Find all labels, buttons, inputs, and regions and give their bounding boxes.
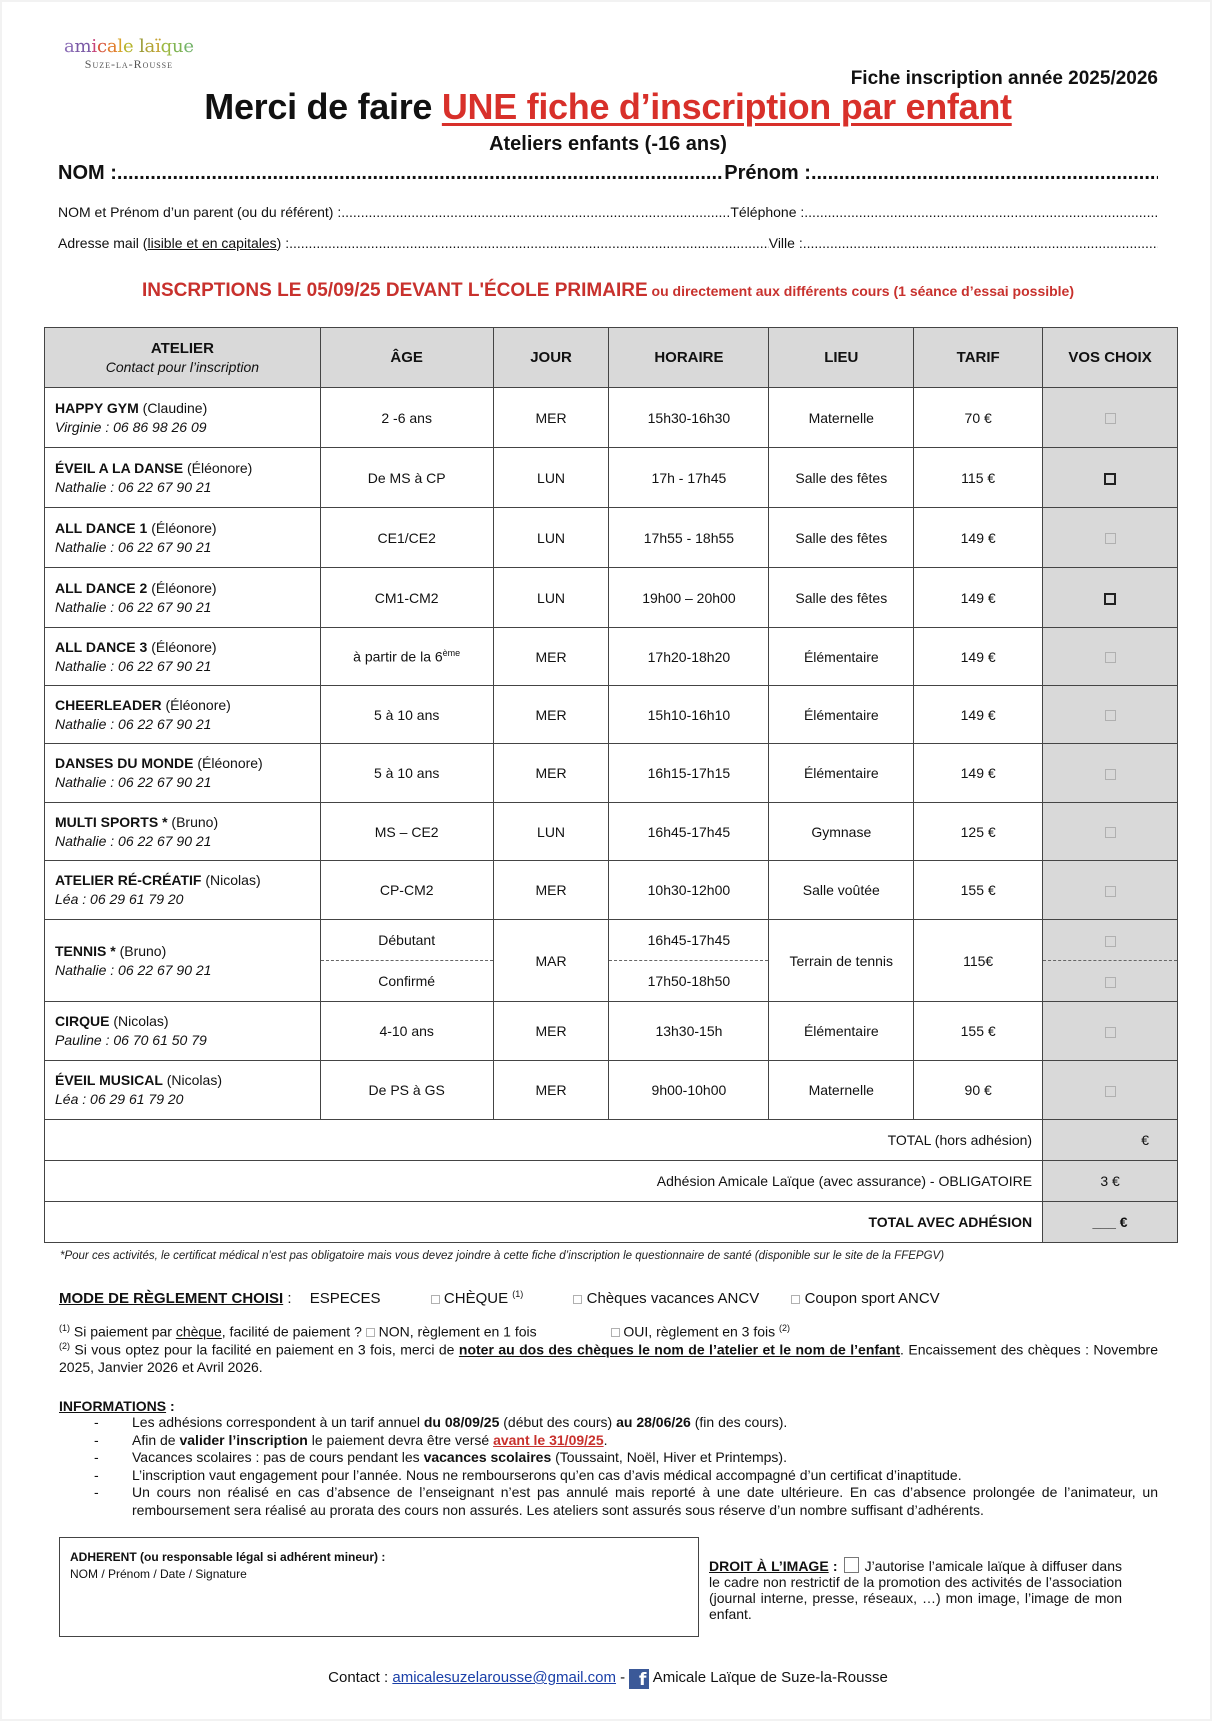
non-label: NON, règlement en 1 fois [378,1323,537,1340]
oui-checkbox[interactable] [611,1328,620,1337]
note1-underlined: chèque [175,1323,222,1340]
atelier-cell [45,803,321,861]
choice-cell [1043,803,1178,861]
atelier-teacher: (Éléonore) [161,696,231,713]
nom-field[interactable] [117,162,724,185]
info-text: (début des cours) [499,1414,617,1430]
page-title [2,86,1212,128]
table-row [45,508,1178,568]
jour-cell: MER [493,628,609,686]
tarif-cell: 149 € [914,568,1043,628]
logo-subtitle: Suze-la-Rousse [84,57,174,71]
child-name-row [58,162,1158,185]
total-label: TOTAL (hors adhésion) [45,1120,1043,1161]
horaire-cell: 16h45-17h45 [609,803,769,861]
age-cell: De PS à GS [320,1061,493,1120]
non-checkbox[interactable] [366,1328,375,1337]
logo-letter: ï [155,36,161,57]
email-label-prefix: Adresse mail ( [58,235,148,251]
table-row [45,803,1178,861]
grand-total-row [45,1202,1178,1243]
table-header-row [45,328,1178,388]
jour-cell: LUN [493,448,609,508]
choice-checkbox[interactable] [1105,710,1116,721]
atelier-cell [45,861,321,920]
signature-box-title: ADHERENT (ou responsable légal si adhérent mineur) : [70,1550,386,1564]
adhesion-value: 3 € [1043,1161,1178,1202]
atelier-cell [45,388,321,448]
adhesion-label: Adhésion Amicale Laïque (avec assurance) - OBLIGATOIRE [45,1161,1043,1202]
lieu-cell: Élémentaire [769,744,914,803]
atelier-name: ATELIER RÉ-CRÉATIF [55,872,202,888]
banner-main: INSCRPTIONS LE 05/09/25 DEVANT L'ÉCOLE PRIMAIRE [141,280,648,301]
association-logo [64,38,194,70]
lieu-cell: Salle des fêtes [769,568,914,628]
table-row [45,861,1178,920]
payment-option-coupon[interactable] [791,1290,939,1307]
cheque-label: CHÈQUE [443,1290,509,1307]
atelier-teacher: (Bruno) [115,942,167,959]
email-row [58,235,1158,251]
logo-letter: u [171,36,184,57]
title-prefix: Merci de faire [204,86,442,127]
header-jour: JOUR [493,328,609,388]
choice-checkbox[interactable] [1105,886,1116,897]
atelier-teacher: (Bruno) [167,813,219,830]
atelier-name: ÉVEIL MUSICAL [55,1072,163,1088]
info-item: - Un cours non réalisé en cas d’absence de l’enseignant n’est pas annulé mais reporté à une date ultérieure. En cas d’absence prolongée de l’animateur, un remboursement sera réalisé au prorata des cours non assurés. Les ateliers sont assurés sous réserve d’un nombre suffisant d’adhérents. [94,1484,1158,1519]
atelier-contact: Nathalie : 06 22 67 90 21 [55,478,212,495]
email-label-suffix: ) : [276,235,290,251]
grand-total-value[interactable]: ___ € [1043,1202,1178,1243]
image-rights-checkbox[interactable] [844,1557,859,1573]
logo-letter: a [144,36,156,57]
note2-ref: (2) [59,1341,70,1351]
choice-checkbox[interactable] [1105,769,1116,780]
table-row [45,1002,1178,1061]
ateliers-table [44,327,1178,1243]
horaire-cell: 17h - 17h45 [609,448,769,508]
tarif-cell: 155 € [914,1002,1043,1061]
email-field[interactable] [289,235,769,251]
atelier-contact: Nathalie : 06 22 67 90 21 [55,657,212,674]
choice-checkbox[interactable] [1104,593,1116,605]
atelier-name: HAPPY GYM [55,399,139,416]
contact-footer [2,1669,1212,1689]
payment-deadline: avant le 31/09/25 [493,1431,604,1448]
tarif-cell: 149 € [914,686,1043,744]
choice-checkbox[interactable] [1105,1086,1116,1097]
info-text: Vacances scolaires : pas de cours pendant les [132,1449,424,1465]
atelier-contact: Nathalie : 06 22 67 90 21 [55,832,212,849]
ancv-label: Chèques vacances ANCV [586,1290,760,1307]
table-row [45,388,1178,448]
header-atelier-sub: Contact pour l’inscription [105,359,260,375]
atelier-cell [45,508,321,568]
atelier-teacher: (Nicolas) [162,1072,222,1088]
tarif-cell: 149 € [914,628,1043,686]
prenom-label: Prénom : [724,162,811,184]
jour-cell: MER [493,1061,609,1120]
atelier-cell [45,1061,321,1120]
atelier-name: DANSES DU MONDE [55,755,194,771]
jour-cell: LUN [493,803,609,861]
lieu-cell: Gymnase [769,803,914,861]
atelier-name: CIRQUE [55,1013,110,1029]
choice-cell [1043,1061,1178,1120]
email-label-note: lisible et en capitales [147,235,277,251]
tarif-cell: 149 € [914,508,1043,568]
logo-letter: c [96,36,107,57]
atelier-teacher: (Éléonore) [147,638,217,655]
jour-cell: MAR [493,920,609,1002]
jour-cell: MER [493,388,609,448]
tarif-cell: 90 € [914,1061,1043,1120]
logo-letter: a [64,36,75,57]
medical-footnote: *Pour ces activités, le certificat médical n’est pas obligatoire mais vous devez joindre à cette fiche d’inscription le questionnaire de santé (disponible sur le site de la FFEPGV) [60,1250,945,1262]
ancv-checkbox[interactable] [573,1295,582,1304]
age-cell: MS – CE2 [320,803,493,861]
choice-checkbox[interactable] [1105,977,1116,988]
horaire-cell: 19h00 – 20h00 [609,568,769,628]
tarif-cell: 155 € [914,861,1043,920]
image-rights-section [709,1557,1122,1622]
atelier-name: MULTI SPORTS * [55,813,168,830]
logo-letter: e [122,36,134,57]
horaire-cell: 15h30-16h30 [609,388,769,448]
parent-row [58,204,1158,220]
atelier-contact: Nathalie : 06 22 67 90 21 [55,598,212,615]
image-rights-label: DROIT À L’IMAGE [709,1558,829,1574]
note1-text-b: , facilité de paiement ? [221,1323,366,1340]
payment-note-2 [59,1338,1158,1376]
total-row [45,1120,1178,1161]
atelier-cell [45,1002,321,1061]
lieu-cell: Maternelle [769,1061,914,1120]
header-atelier [45,328,321,388]
payment-option-cheque[interactable] [431,1289,524,1307]
info-text: le paiement devra être versé [307,1431,494,1448]
informations-list [94,1414,1158,1519]
choice-cell [1043,628,1178,686]
choice-cell [1043,686,1178,744]
age-cell: CE1/CE2 [320,508,493,568]
atelier-teacher: (Nicolas) [109,1013,169,1029]
horaire-cell: 16h15-17h15 [609,744,769,803]
informations-title [59,1398,175,1414]
header-tarif: TARIF [914,328,1043,388]
horaire-cell: 10h30-12h00 [609,861,769,920]
horaire-cell-confirme: 17h50-18h50 [609,961,769,1002]
table-row [45,568,1178,628]
age-cell: CP-CM2 [320,861,493,920]
table-row [45,686,1178,744]
prenom-field[interactable] [811,162,1158,185]
atelier-teacher: (Éléonore) [147,579,217,596]
logo-letter: l [138,36,145,57]
informations-title-text: INFORMATIONS [59,1398,167,1414]
parent-field[interactable] [341,204,730,220]
jour-cell: LUN [493,568,609,628]
horaire-cell: 17h20-18h20 [609,628,769,686]
choice-cell [1043,388,1178,448]
choice-checkbox[interactable] [1105,413,1116,424]
header-age: ÂGE [320,328,493,388]
atelier-contact: Nathalie : 06 22 67 90 21 [55,538,212,555]
lieu-cell: Salle des fêtes [769,448,914,508]
oui-ref: (2) [779,1323,791,1333]
jour-cell: MER [493,744,609,803]
table-row-tennis [45,920,1178,961]
ville-field[interactable] [803,235,1158,251]
grand-total-label: TOTAL AVEC ADHÉSION [45,1202,1043,1243]
info-text: (Toussaint, Noël, Hiver et Printemps). [551,1449,787,1465]
info-bold: du 08/09/25 [423,1414,500,1430]
atelier-teacher: (Nicolas) [201,872,261,888]
contact-label: Contact : [328,1669,393,1686]
atelier-contact: Nathalie : 06 22 67 90 21 [55,715,212,732]
atelier-name: ALL DANCE 3 [55,638,148,655]
info-text: . [603,1431,608,1448]
info-text: Les adhésions correspondent à un tarif annuel [132,1414,424,1430]
banner-secondary: ou directement aux différents cours (1 séance d’essai possible) [647,283,1075,299]
info-bold: au 28/06/26 [616,1414,691,1430]
horaire-cell: 15h10-16h10 [609,686,769,744]
adhesion-row [45,1161,1178,1202]
info-item [94,1432,1158,1450]
lieu-cell: Terrain de tennis [769,920,914,1002]
lieu-cell: Salle voûtée [769,861,914,920]
horaire-cell: 13h30-15h [609,1002,769,1061]
lieu-cell: Élémentaire [769,1002,914,1061]
logo-letter: l [117,36,123,57]
payment-mode-label: MODE DE RÈGLEMENT CHOISI [59,1290,284,1307]
table-row [45,1061,1178,1120]
atelier-name: CHEERLEADER [55,696,162,713]
lieu-cell: Maternelle [769,388,914,448]
jour-cell: MER [493,1002,609,1061]
signature-box-subtitle: NOM / Prénom / Date / Signature [70,1567,247,1581]
oui-label: OUI, règlement en 3 fois [623,1323,780,1340]
age-cell: 5 à 10 ans [320,686,493,744]
age-cell-debutant: Débutant [320,920,493,961]
lieu-cell: Élémentaire [769,686,914,744]
choice-checkbox[interactable] [1105,936,1116,947]
contact-email-link[interactable]: amicalesuzelarousse@gmail.com [392,1669,617,1686]
atelier-cell [45,744,321,803]
choice-checkbox[interactable] [1105,533,1116,544]
logo-main-text [64,38,194,56]
choice-cell-confirme [1043,961,1178,1002]
age-cell: 4-10 ans [320,1002,493,1061]
atelier-contact: Virginie : 06 86 98 26 09 [55,418,207,435]
horaire-cell: 17h55 - 18h55 [609,508,769,568]
info-item: - L’inscription vaut engagement pour l’année. Nous ne rembourserons qu’en cas d’avis médical accompagné d’un certificat d’inaptitude. [94,1467,1158,1485]
logo-letter: q [160,36,172,57]
choice-checkbox[interactable] [1105,652,1116,663]
choice-cell [1043,568,1178,628]
age-superscript: ème [442,648,461,659]
total-value[interactable]: € [1043,1120,1178,1161]
tarif-cell: 125 € [914,803,1043,861]
tarif-cell: 149 € [914,744,1043,803]
logo-letter: e [183,36,194,57]
atelier-contact: Nathalie : 06 22 67 90 21 [55,774,212,790]
coupon-checkbox[interactable] [791,1295,800,1304]
tarif-cell: 115 € [914,448,1043,508]
atelier-name: ALL DANCE 1 [55,519,148,536]
age-cell: 2 -6 ans [320,388,493,448]
table-row [45,628,1178,686]
logo-letter: m [74,36,92,57]
choice-cell [1043,1002,1178,1061]
atelier-cell [45,686,321,744]
choice-cell [1043,448,1178,508]
header-atelier-label: ATELIER [150,340,214,357]
info-text: Afin de [132,1431,180,1448]
atelier-name: ÉVEIL A LA DANSE [55,459,184,476]
note2-text-c: . Encaissement des chèques : Novembre 2025, Janvier 2026 et Avril 2026. [59,1341,1158,1375]
horaire-cell-debutant: 16h45-17h45 [609,920,769,961]
atelier-contact: Léa : 06 29 61 79 20 [55,891,184,907]
atelier-cell [45,568,321,628]
age-cell-confirme: Confirmé [320,961,493,1002]
age-cell: De MS à CP [320,448,493,508]
choice-cell-debutant [1043,920,1178,961]
atelier-teacher: (Éléonore) [193,755,263,771]
cheque-checkbox[interactable] [431,1295,440,1304]
jour-cell: MER [493,686,609,744]
informations-colon: : [166,1398,175,1414]
logo-letter: i [91,36,97,57]
choice-checkbox[interactable] [1104,473,1116,485]
lieu-cell: Salle des fêtes [769,508,914,568]
title-emphasis: UNE fiche d’inscription par enfant [441,86,1012,127]
age-text: à partir de la 6 [353,648,443,665]
age-cell: CM1-CM2 [320,568,493,628]
atelier-contact: Nathalie : 06 22 67 90 21 [55,961,212,978]
jour-cell: MER [493,861,609,920]
cheque-footnote-ref: (1) [512,1289,524,1299]
age-cell [320,628,493,686]
image-rights-text: J’autorise l’amicale laïque à diffuser dans le cadre non restrictif de la promotion des activités de l’association (journal interne, presse, réseaux, …) mon image, l’image de mon enfant. [709,1558,1122,1622]
email-label [58,235,289,251]
horaire-cell: 9h00-10h00 [609,1061,769,1120]
choice-cell [1043,861,1178,920]
info-item [94,1414,1158,1432]
atelier-contact: Pauline : 06 70 61 50 79 [55,1032,207,1048]
atelier-name: TENNIS * [55,942,116,959]
jour-cell: LUN [493,508,609,568]
image-rights-colon: : [828,1558,838,1574]
telephone-field[interactable] [804,204,1158,220]
age-cell: 5 à 10 ans [320,744,493,803]
info-bold: vacances scolaires [423,1449,552,1465]
header-horaire: HORAIRE [609,328,769,388]
note1-text-a: Si paiement par [70,1323,176,1340]
atelier-cell [45,448,321,508]
choice-checkbox[interactable] [1105,827,1116,838]
registration-form-page [2,2,1210,1719]
atelier-teacher: (Éléonore) [147,519,217,536]
info-bold: valider l’inscription [179,1431,308,1448]
choice-cell [1043,744,1178,803]
atelier-contact: Léa : 06 29 61 79 20 [55,1091,184,1107]
tarif-cell: 115€ [914,920,1043,1002]
note2-text-a: Si vous optez pour la facilité en paiement en 3 fois, merci de [70,1341,459,1358]
logo-letter: a [106,36,118,57]
atelier-cell [45,628,321,686]
nom-label: NOM : [58,162,117,184]
telephone-label: Téléphone : [730,204,805,220]
lieu-cell: Élémentaire [769,628,914,686]
facebook-icon[interactable]: f [629,1669,649,1689]
info-text: (fin des cours). [690,1414,788,1430]
atelier-teacher: (Claudine) [138,399,208,416]
coupon-label: Coupon sport ANCV [804,1290,940,1307]
atelier-name: ALL DANCE 2 [55,579,148,596]
page-subtitle: Ateliers enfants (-16 ans) [489,133,727,155]
atelier-teacher: (Éléonore) [183,459,253,476]
header-choix: VOS CHOIX [1043,328,1178,388]
table-row [45,448,1178,508]
ville-label: Ville : [768,235,803,251]
payment-option-especes[interactable]: ESPECES [309,1290,381,1307]
form-year: Fiche inscription année 2025/2026 [850,68,1158,89]
choice-cell [1043,508,1178,568]
payment-mode-colon: : [283,1290,292,1307]
info-item [94,1449,1158,1467]
atelier-cell [45,920,321,1002]
table-row [45,744,1178,803]
payment-option-ancv[interactable] [573,1290,759,1307]
note2-emphasis: noter au dos des chèques le nom de l’atelier et le nom de l’enfant [458,1341,901,1358]
registration-banner [2,280,1212,302]
parent-label: NOM et Prénom d’un parent (ou du référent) : [58,204,342,220]
signature-box[interactable] [59,1537,699,1637]
facebook-page-name[interactable]: Amicale Laïque de Suze-la-Rousse [649,1669,888,1686]
header-lieu: LIEU [769,328,914,388]
note1-ref: (1) [59,1323,70,1333]
payment-mode-row [59,1289,940,1307]
choice-checkbox[interactable] [1105,1027,1116,1038]
contact-separator: - [616,1669,630,1686]
tarif-cell: 70 € [914,388,1043,448]
